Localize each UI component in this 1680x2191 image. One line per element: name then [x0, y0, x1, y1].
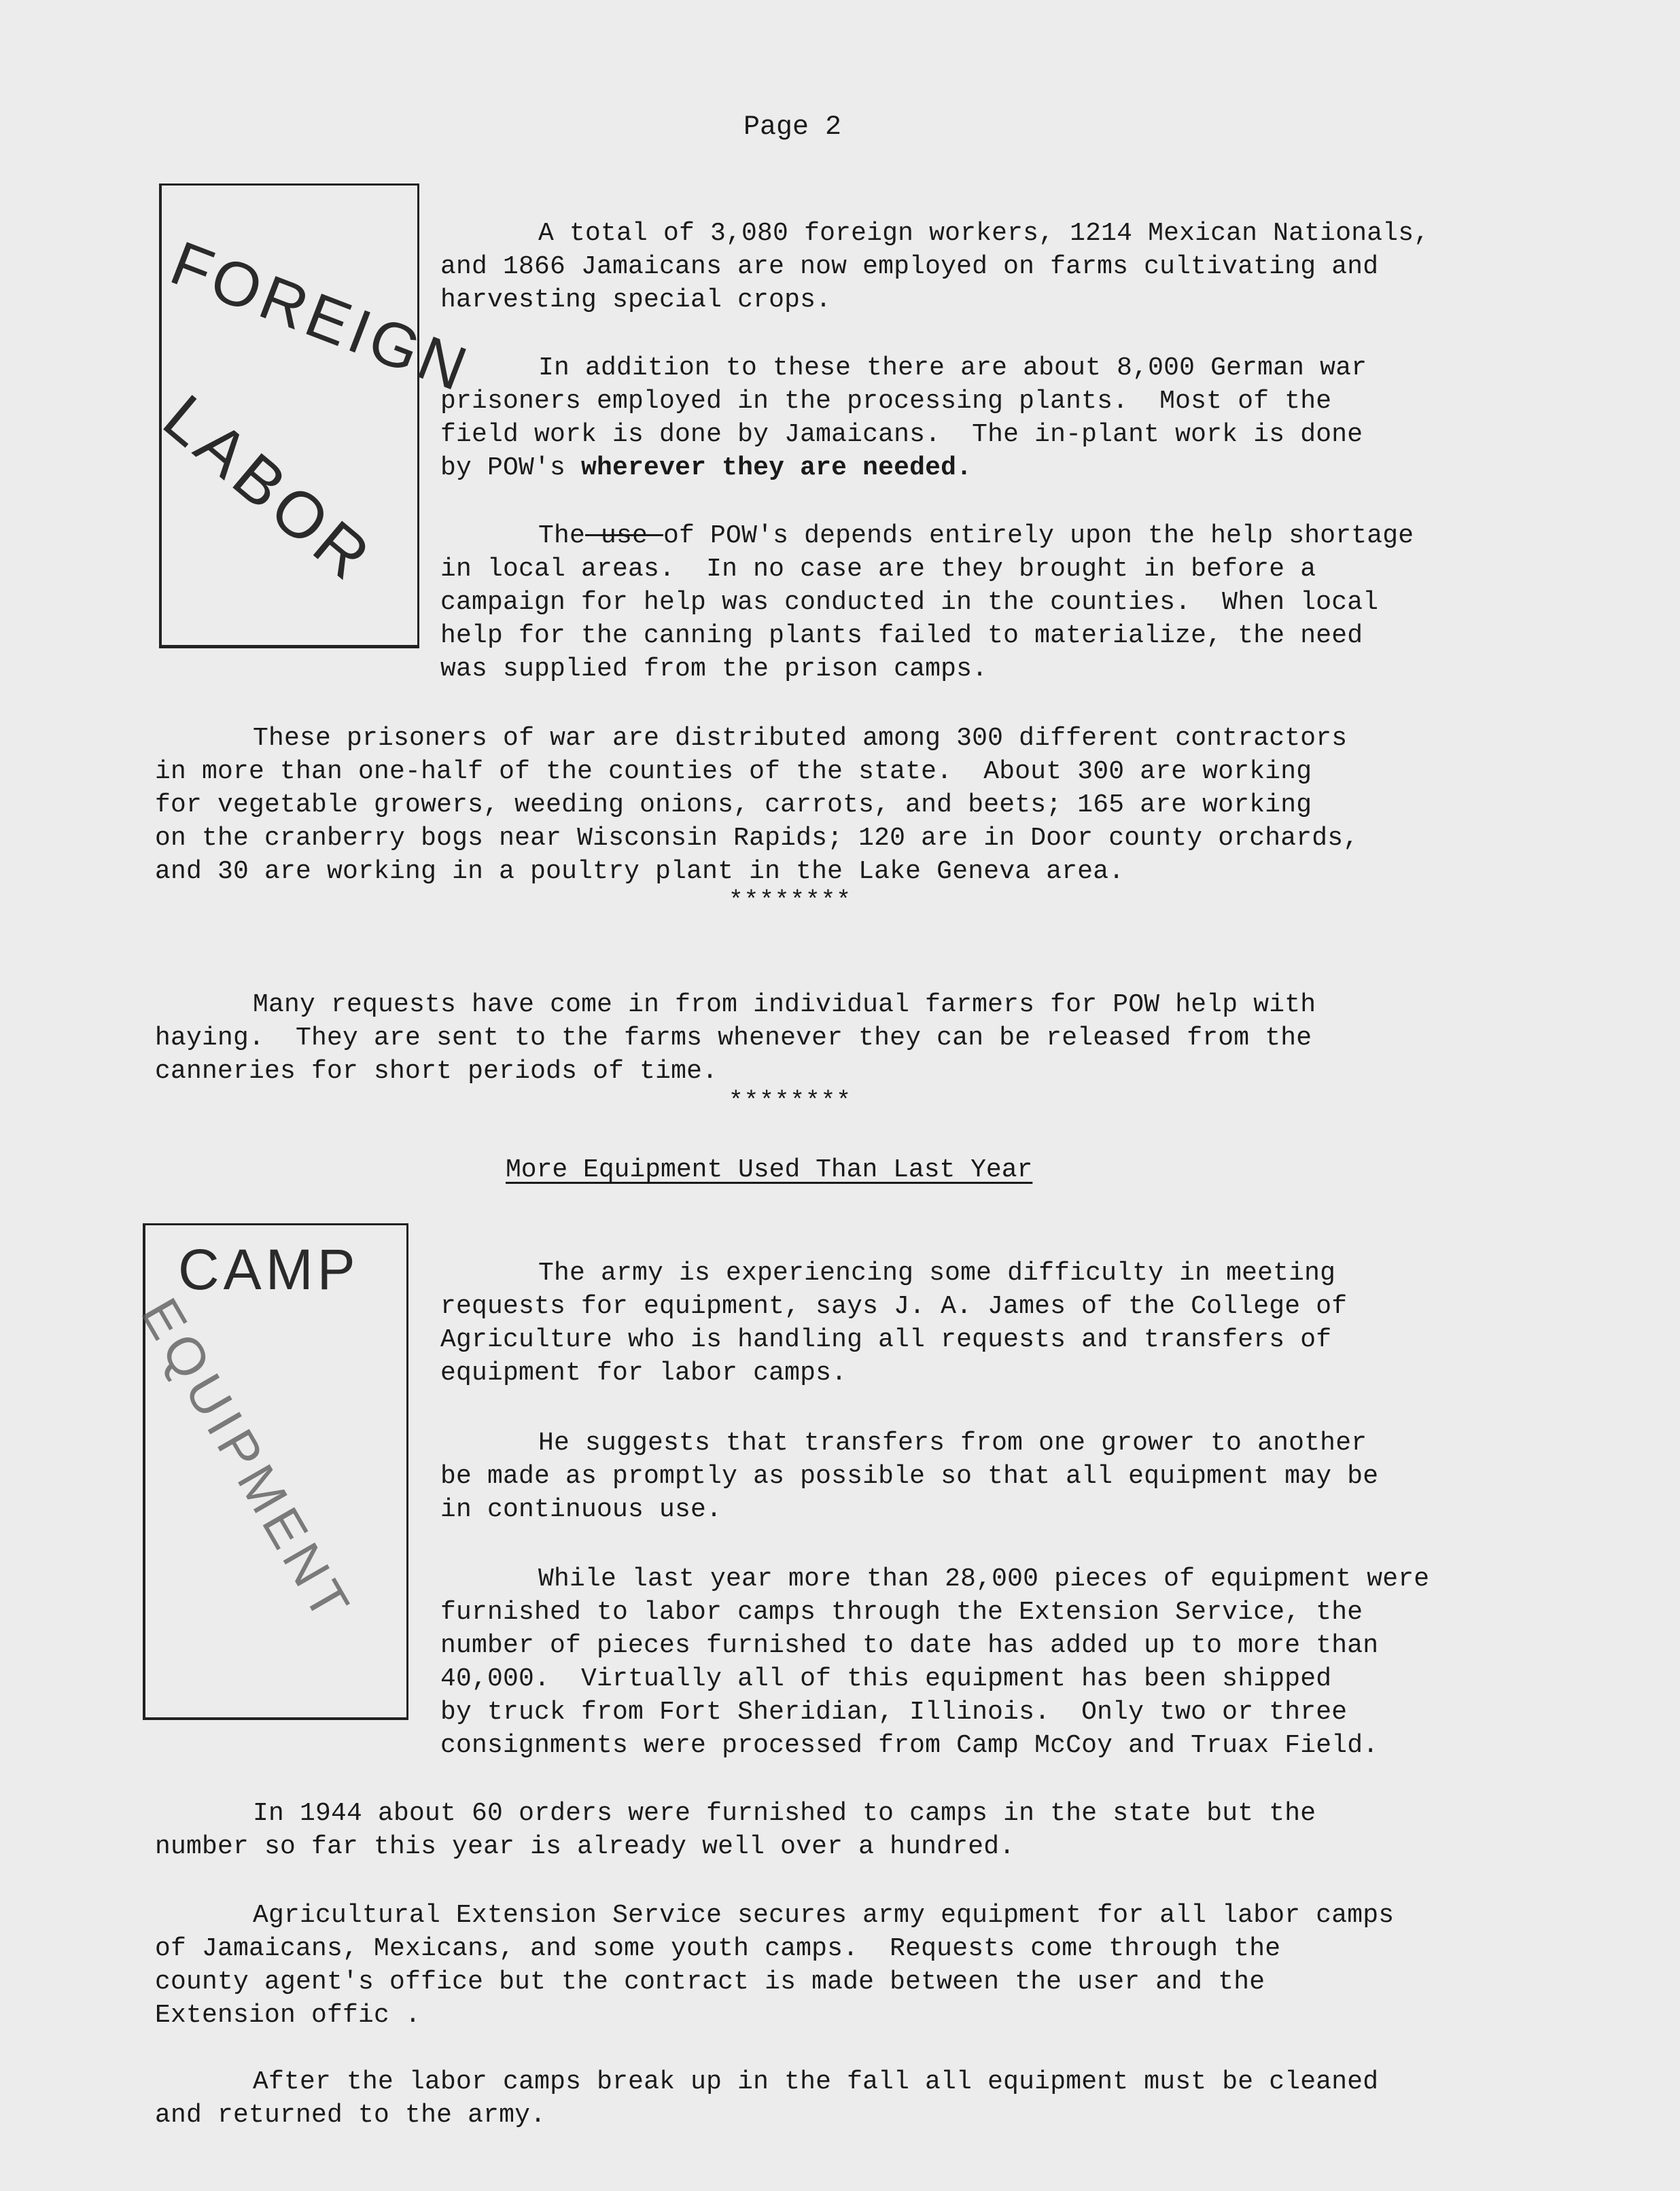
text-line: While last year more than 28,000 pieces of equipment were	[538, 1564, 1430, 1594]
text-line: Many requests have come in from individual farmers for POW help with	[253, 990, 1316, 1019]
text-line: harvesting special crops.	[440, 285, 832, 315]
text-line: and 1866 Jamaicans are now employed on farms cultivating and	[440, 252, 1379, 281]
text-line: prisoners employed in the processing plants. Most of the	[440, 387, 1332, 416]
paragraph-extension-service	[155, 1865, 1394, 2032]
text-line: number so far this year is already well over a hundred.	[155, 1832, 1015, 1861]
text-line: help for the canning plants failed to materialize, the need	[440, 621, 1363, 650]
separator-asterisks: ********	[729, 1087, 852, 1115]
text-line: by POW's	[440, 453, 582, 483]
text-line: canneries for short periods of time.	[155, 1057, 718, 1086]
text-line: Agriculture who is handling all requests and transfers of	[440, 1325, 1332, 1354]
text-line: equipment for labor camps.	[440, 1359, 847, 1388]
text-line: in continuous use.	[440, 1495, 722, 1524]
text-line: In 1944 about 60 orders were furnished to camps in the state but the	[253, 1799, 1316, 1828]
text-line: 40,000. Virtually all of this equipment has been shipped	[440, 1664, 1332, 1694]
text-line: campaign for help was conducted in the counties. When local	[440, 588, 1379, 617]
text-line: by truck from Fort Sheridian, Illinois. Only two or three	[440, 1698, 1348, 1727]
paragraph-transfers	[440, 1393, 1378, 1526]
struck-text: use	[585, 521, 664, 550]
stamp-word-labor: LABOR	[150, 381, 387, 597]
text-line: A total of 3,080 foreign workers, 1214 Mexican Nationals,	[538, 219, 1430, 248]
text-line-bold: wherever they are needed.	[581, 453, 973, 483]
text-line: haying. They are sent to the farms whenever they can be released from the	[155, 1023, 1312, 1053]
paragraph-foreign-workers-total	[440, 183, 1429, 317]
paragraph-army-difficulty	[440, 1223, 1347, 1390]
text-line: on the cranberry bogs near Wisconsin Rapids; 120 are in Door county orchards,	[155, 824, 1359, 853]
stamp-word-equipment: EQUIPMENT	[129, 1288, 364, 1634]
section-heading: More Equipment Used Than Last Year	[506, 1155, 1033, 1185]
paragraph-equipment-count	[440, 1529, 1429, 1762]
text-line: in local areas. In no case are they brought in before a	[440, 555, 1316, 584]
text-line: These prisoners of war are distributed among 300 different contractors	[253, 724, 1348, 753]
text-line: of Jamaicans, Mexicans, and some youth camps. Requests come through the	[155, 1934, 1281, 1963]
text-line: Agricultural Extension Service secures army equipment for all labor camps	[253, 1901, 1395, 1930]
text-line: In addition to these there are about 8,000 German war	[538, 353, 1367, 383]
stamp-word-camp: CAMP	[178, 1238, 360, 1301]
text-line: number of pieces furnished to date has added up to more than	[440, 1631, 1379, 1660]
paragraph-use-of-pows	[440, 486, 1414, 686]
text-line: The army is experiencing some difficulty in meeting	[538, 1259, 1336, 1288]
text-line: consignments were processed from Camp McCoy and Truax Field.	[440, 1731, 1379, 1760]
text-line: county agent's office but the contract is made between the user and the	[155, 1967, 1265, 1997]
text-line: for vegetable growers, weeding onions, carrots, and beets; 165 are working	[155, 790, 1312, 820]
text-line: After the labor camps break up in the fall all equipment must be cleaned	[253, 2067, 1379, 2097]
text-line: of POW's depends entirely upon the help shortage	[663, 521, 1414, 550]
paragraph-farmer-requests	[155, 955, 1316, 1088]
stamp-word-foreign: FOREIGN	[162, 228, 480, 406]
text-line: in more than one-half of the counties of the state. About 300 are working	[155, 757, 1312, 786]
paragraph-return-equipment	[155, 2032, 1378, 2132]
text-line: field work is done by Jamaicans. The in-plant work is done	[440, 420, 1363, 449]
text-line: was supplied from the prison camps.	[440, 654, 988, 684]
text-line: requests for equipment, says J. A. James of the College of	[440, 1292, 1348, 1321]
text-line: He suggests that transfers from one grower to another	[538, 1428, 1367, 1458]
paragraph-prisoner-distribution	[155, 688, 1359, 888]
text-line: furnished to labor camps through the Extension Service, the	[440, 1598, 1363, 1627]
paragraph-german-prisoners	[440, 318, 1367, 485]
text-line: and returned to the army.	[155, 2101, 546, 2130]
text-line: be made as promptly as possible so that all equipment may be	[440, 1462, 1379, 1491]
text-line: The	[538, 521, 586, 550]
separator-asterisks: ********	[729, 887, 852, 915]
paragraph-orders-1944	[155, 1764, 1316, 1863]
page-number: Page 2	[743, 112, 842, 143]
text-line: and 30 are working in a poultry plant in the Lake Geneva area.	[155, 857, 1125, 886]
text-line: Extension offic .	[155, 2001, 421, 2030]
